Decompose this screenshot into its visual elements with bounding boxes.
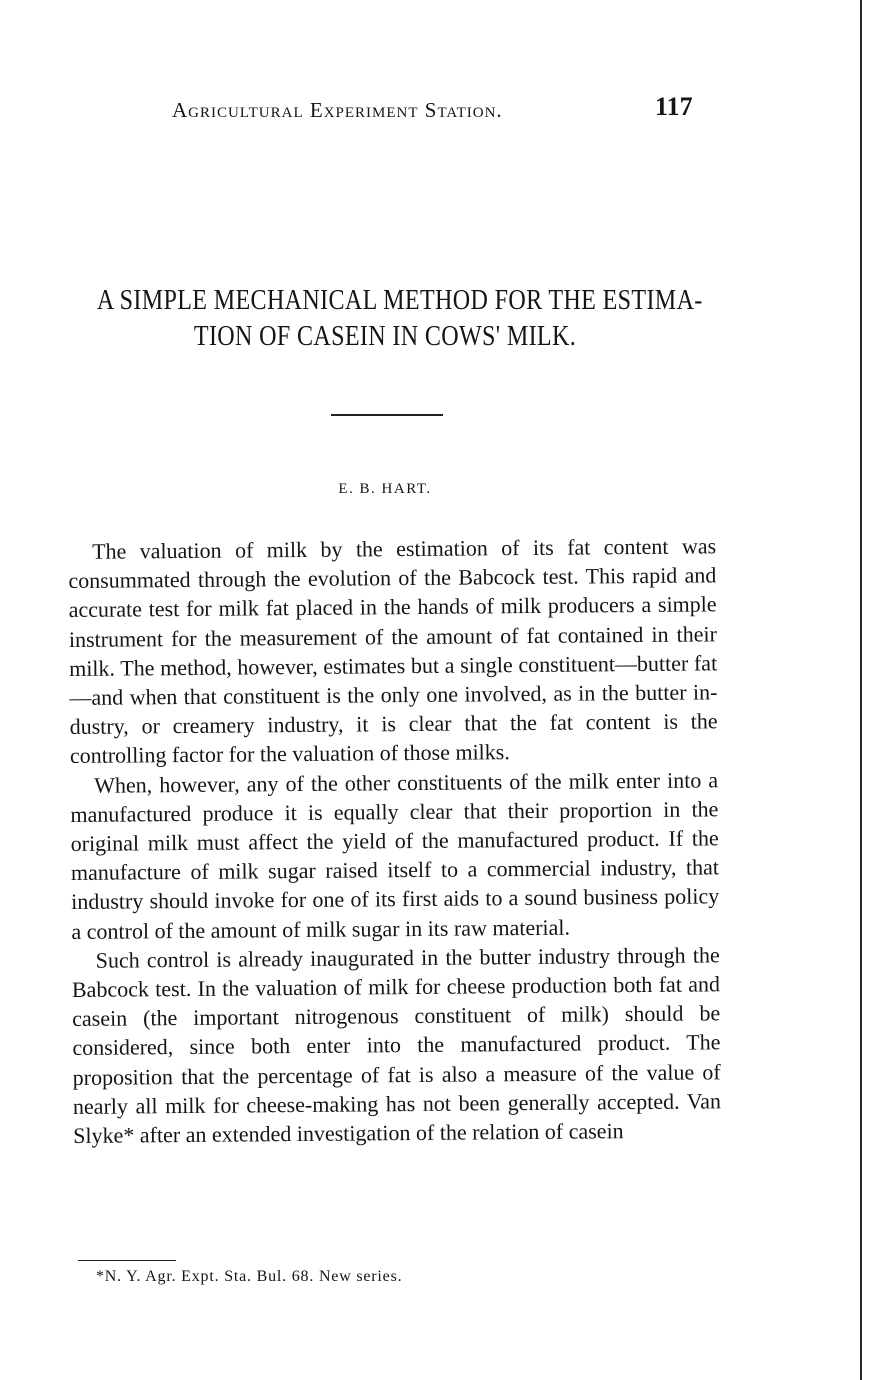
page-number: 117 bbox=[655, 92, 693, 121]
article-title bbox=[96, 283, 703, 355]
footnote-rule bbox=[78, 1260, 176, 1261]
paragraph-1: The valuation of milk by the estimation of its fat content was consummated through the evolution of the Babcock test. This rapid and accurate test for milk fat placed in the hands of milk producers a simple instrument for the measurement of the amount of fat contained in their milk. The method, however, estimates but a single constituent—butter fat—and when that constituent is the only one involved, as in the butter industry, or creamery industry, it is clear that the fat content is the controlling factor for the valuation of those milks. bbox=[68, 533, 718, 769]
title-line-2: TION OF CASEIN IN COWS' MILK. bbox=[193, 321, 577, 352]
running-head: Agricultural Experiment Station. bbox=[172, 98, 503, 122]
paragraph-2: When, however, any of the other constituents of the milk enter into a manufactured produce it is equally clear that their proportion in the original milk must affect the yield of the manufactured product. If the manufacture of milk sugar raised itself to a commercial industry, that industry should invoke for one of its first aids to a sound business policy a control of the amount of milk sugar in its raw material. bbox=[70, 766, 720, 944]
author-byline: E. B. HART. bbox=[338, 481, 432, 497]
title-line-1: A SIMPLE MECHANICAL METHOD FOR THE ESTIMA- bbox=[96, 285, 703, 316]
paragraph-3: Such control is already inaugurated in the butter industry through the Babcock test. In the valuation of milk for cheese production both fat and casein (the important nitrogenous constituent of milk) should be considered, since both enter into the manufactured product. The proposition that the percentage of fat is also a measure of the value of nearly all milk for cheese-making has not been generally accepted. Van Slyke* after an extended investigation of the relation of casein bbox=[71, 942, 722, 1149]
title-rule bbox=[331, 414, 443, 416]
footnote: *N. Y. Agr. Expt. Sta. Bul. 68. New series. bbox=[96, 1268, 403, 1285]
page-edge bbox=[860, 0, 862, 1380]
body-text bbox=[68, 531, 721, 1150]
